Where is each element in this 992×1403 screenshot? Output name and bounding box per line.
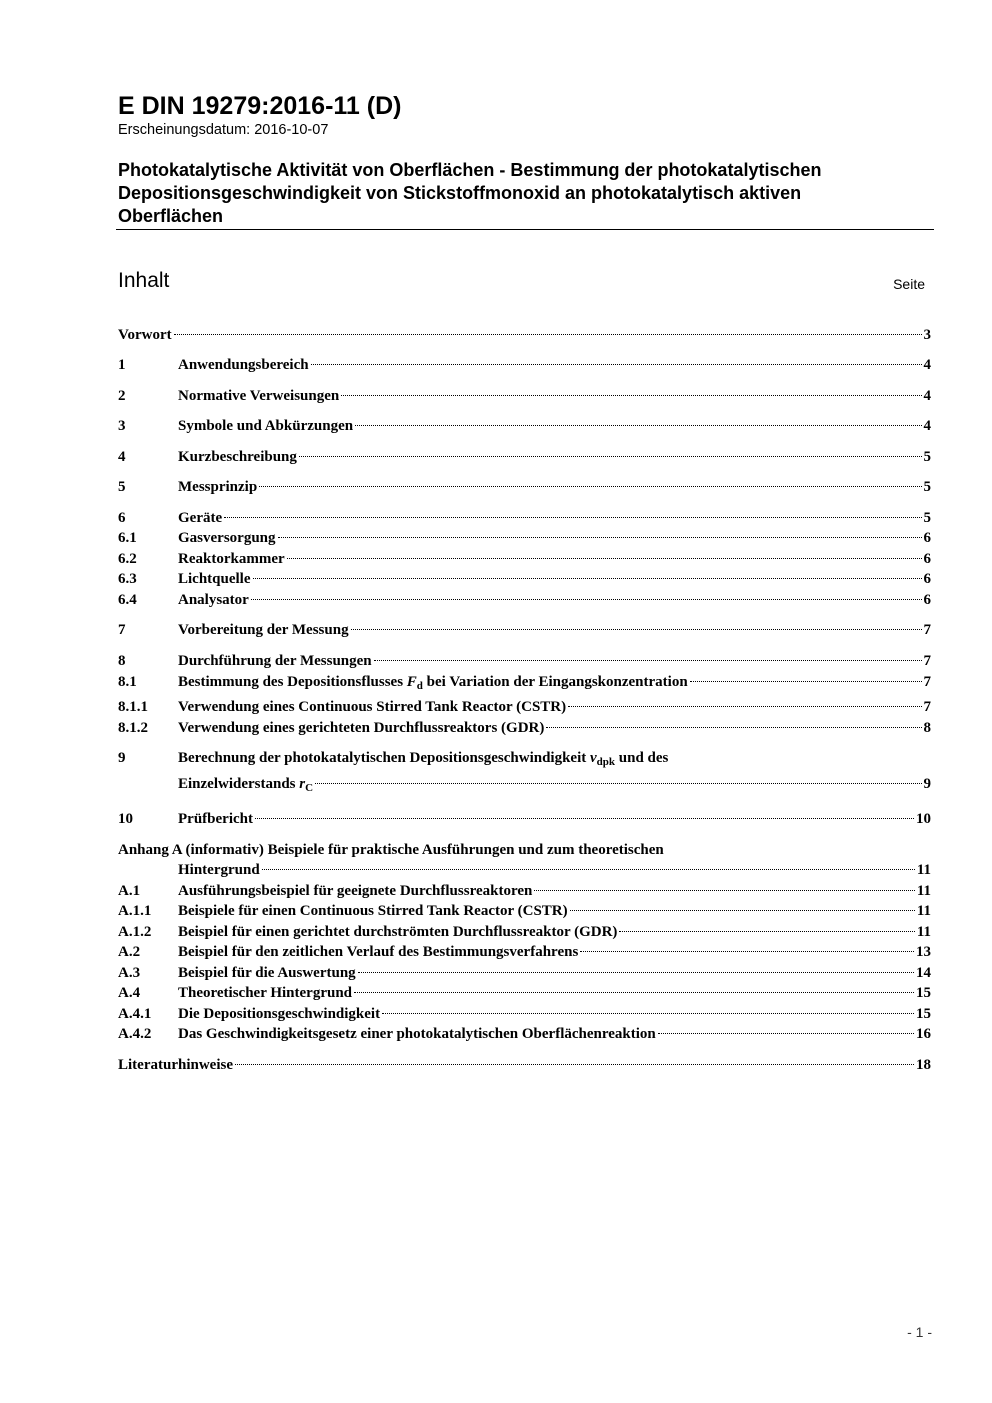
toc-entry-number: 1 bbox=[118, 357, 126, 373]
dot-leader bbox=[262, 869, 915, 870]
toc-entry-title: Vorwort bbox=[118, 327, 172, 343]
toc-entry-page: 7 bbox=[923, 674, 931, 690]
dot-leader bbox=[351, 629, 922, 630]
dot-leader bbox=[235, 1064, 914, 1065]
toc-entry-9-continuation[interactable] bbox=[118, 774, 931, 794]
dot-leader bbox=[315, 783, 921, 784]
toc-entry-6-3[interactable] bbox=[118, 569, 931, 589]
toc-entry-page: 7 bbox=[923, 653, 931, 669]
dot-leader bbox=[253, 578, 922, 579]
toc-entry-page: 11 bbox=[916, 903, 931, 919]
toc-entry-anhang-a-continuation[interactable] bbox=[118, 860, 931, 880]
dot-leader bbox=[341, 395, 921, 396]
dot-leader bbox=[287, 558, 922, 559]
toc-entry-anhang-a[interactable] bbox=[118, 840, 931, 860]
toc-entry-number: A.4 bbox=[118, 985, 141, 1001]
toc-page-column-label: Seite bbox=[893, 276, 925, 292]
toc-entry-a-1-1[interactable] bbox=[118, 901, 931, 921]
toc-entry-page: 13 bbox=[916, 944, 931, 960]
dot-leader bbox=[174, 334, 922, 335]
toc-entry-number: A.3 bbox=[118, 965, 141, 981]
dot-leader bbox=[546, 727, 921, 728]
toc-entry-page: 7 bbox=[923, 699, 931, 715]
toc-entry-title: Die Depositionsgeschwindigkeit bbox=[178, 1006, 381, 1022]
toc-entry-number: 6.4 bbox=[118, 592, 137, 608]
publication-date: Erscheinungsdatum: 2016-10-07 bbox=[118, 122, 329, 138]
toc-entry-number: 7 bbox=[118, 622, 126, 638]
toc-entry-number: 4 bbox=[118, 449, 126, 465]
toc-entry-title: Vorbereitung der Messung bbox=[178, 622, 349, 638]
toc-entry-title: Beispiele für einen Continuous Stirred Tank Reactor (CSTR) bbox=[178, 903, 568, 919]
toc-entry-2[interactable] bbox=[118, 386, 931, 406]
toc-entry-page: 6 bbox=[923, 551, 931, 567]
toc-entry-8-1[interactable] bbox=[118, 672, 931, 692]
toc-entry-title: Anwendungsbereich bbox=[178, 357, 309, 373]
toc-entry-6[interactable] bbox=[118, 508, 931, 528]
toc-entry-number: 3 bbox=[118, 418, 126, 434]
toc-entry-title: Geräte bbox=[178, 510, 223, 526]
toc-entry-page: 16 bbox=[916, 1026, 931, 1042]
toc-entry-title: Beispiel für die Auswertung bbox=[178, 965, 356, 981]
dot-leader bbox=[251, 599, 922, 600]
toc-entry-3[interactable] bbox=[118, 416, 931, 436]
toc-entry-title: Verwendung eines gerichteten Durchflussreaktors (GDR) bbox=[178, 720, 545, 736]
toc-entry-6-4[interactable] bbox=[118, 590, 931, 610]
toc-entry-page: 10 bbox=[916, 811, 931, 827]
toc-entry-page: 6 bbox=[923, 592, 931, 608]
toc-entry-number: A.1.2 bbox=[118, 924, 152, 940]
toc-entry-page: 15 bbox=[916, 985, 931, 1001]
toc-entry-page: 5 bbox=[923, 449, 931, 465]
toc-entry-number: A.2 bbox=[118, 944, 141, 960]
toc-title-text: und des bbox=[615, 750, 669, 766]
toc-entry-page: 4 bbox=[923, 388, 931, 404]
toc-entry-number: 6 bbox=[118, 510, 126, 526]
toc-entry-title-continued bbox=[178, 774, 313, 794]
title-line: Depositionsgeschwindigkeit von Stickstoffmonoxid an photokatalytisch aktiven bbox=[118, 183, 802, 203]
toc-entry-page: 11 bbox=[916, 883, 931, 899]
toc-entry-literaturhinweise[interactable] bbox=[118, 1055, 931, 1075]
toc-entry-page: 11 bbox=[916, 862, 931, 878]
symbol-r: r bbox=[299, 776, 306, 792]
toc-entry-number: 8.1.2 bbox=[118, 720, 148, 736]
toc-entry-page: 4 bbox=[923, 418, 931, 434]
document-id: E DIN 19279:2016-11 (D) bbox=[118, 92, 402, 120]
dot-leader bbox=[259, 486, 921, 487]
toc-entry-title: Verwendung eines Continuous Stirred Tank Reactor (CSTR) bbox=[178, 699, 567, 715]
toc-entry-title: Lichtquelle bbox=[178, 571, 251, 587]
toc-entry-number: 8.1.1 bbox=[118, 699, 148, 715]
toc-entry-title: Messprinzip bbox=[178, 479, 258, 495]
toc-entry-number: 8.1 bbox=[118, 674, 137, 690]
dot-leader bbox=[278, 537, 922, 538]
dot-leader bbox=[311, 364, 922, 365]
toc-entry-8[interactable] bbox=[118, 651, 931, 671]
dot-leader bbox=[374, 660, 922, 661]
dot-leader bbox=[690, 681, 922, 682]
dot-leader bbox=[355, 425, 921, 426]
dot-leader bbox=[658, 1033, 914, 1034]
toc-entry-a-4-1[interactable] bbox=[118, 1004, 931, 1024]
toc-entry-page: 9 bbox=[923, 776, 931, 792]
toc-entry-vorwort[interactable] bbox=[118, 325, 931, 345]
toc-entry-7[interactable] bbox=[118, 620, 931, 640]
toc-entry-number: 6.3 bbox=[118, 571, 137, 587]
toc-title-text: Bestimmung des Depositionsflusses bbox=[178, 674, 407, 690]
toc-entry-page: 5 bbox=[923, 479, 931, 495]
toc-title-text: bei Variation der Eingangskonzentration bbox=[422, 674, 688, 690]
toc-entry-title: Symbole und Abkürzungen bbox=[178, 418, 354, 434]
document-title bbox=[118, 159, 934, 228]
toc-entry-title: Reaktorkammer bbox=[178, 551, 285, 567]
toc-entry-title: Kurzbeschreibung bbox=[178, 449, 297, 465]
toc-entry-title: Anhang A (informativ) Beispiele für praktische Ausführungen und zum theoretischen bbox=[118, 842, 664, 858]
toc-entry-9[interactable] bbox=[118, 748, 931, 768]
subscript-C: C bbox=[305, 782, 314, 794]
dot-leader bbox=[382, 1013, 914, 1014]
toc-entry-8-1-1[interactable] bbox=[118, 697, 931, 717]
toc-entry-number: 8 bbox=[118, 653, 126, 669]
toc-entry-6-2[interactable] bbox=[118, 549, 931, 569]
toc-entry-a-4-2[interactable] bbox=[118, 1024, 931, 1044]
symbol-F: F bbox=[406, 674, 417, 690]
toc-entry-a-3[interactable] bbox=[118, 963, 931, 983]
toc-entry-title: Gasversorgung bbox=[178, 530, 276, 546]
dot-leader bbox=[224, 517, 921, 518]
toc-entry-5[interactable] bbox=[118, 477, 931, 497]
subscript-dpk: dpk bbox=[596, 756, 616, 768]
toc-entry-number: 2 bbox=[118, 388, 126, 404]
toc-entry-page: 11 bbox=[916, 924, 931, 940]
toc-entry-a-4[interactable] bbox=[118, 983, 931, 1003]
toc-entry-page: 7 bbox=[923, 622, 931, 638]
dot-leader bbox=[255, 818, 914, 819]
title-line: Oberflächen bbox=[118, 206, 224, 226]
title-line: Photokatalytische Aktivität von Oberflächen - Bestimmung der photokatalytischen bbox=[118, 160, 822, 180]
toc-entry-page: 14 bbox=[916, 965, 931, 981]
toc-entry-number: 10 bbox=[118, 811, 133, 827]
toc-entry-title bbox=[178, 672, 688, 692]
toc-entry-a-2[interactable] bbox=[118, 942, 931, 962]
dot-leader bbox=[358, 972, 914, 973]
toc-entry-a-1-2[interactable] bbox=[118, 922, 931, 942]
toc-entry-title: Prüfbericht bbox=[178, 811, 253, 827]
dot-leader bbox=[299, 456, 922, 457]
symbol-v: v bbox=[590, 750, 597, 766]
toc-entry-number: A.4.1 bbox=[118, 1006, 152, 1022]
toc-entry-page: 3 bbox=[923, 327, 931, 343]
toc-entry-number: 5 bbox=[118, 479, 126, 495]
toc-entry-title: Literaturhinweise bbox=[118, 1057, 233, 1073]
toc-entry-page: 6 bbox=[923, 571, 931, 587]
toc-entry-page: 5 bbox=[923, 510, 931, 526]
toc-entry-10[interactable] bbox=[118, 809, 931, 829]
toc-entry-page: 15 bbox=[916, 1006, 931, 1022]
toc-entry-title-continued: Hintergrund bbox=[178, 862, 260, 878]
toc-entry-page: 6 bbox=[923, 530, 931, 546]
toc-entry-6-1[interactable] bbox=[118, 528, 931, 548]
dot-leader bbox=[619, 931, 914, 932]
toc-entry-page: 18 bbox=[916, 1057, 931, 1073]
toc-entry-title: Beispiel für einen gerichtet durchströmten Durchflussreaktor (GDR) bbox=[178, 924, 618, 940]
toc-entry-number: 9 bbox=[118, 750, 126, 766]
toc-entry-page: 4 bbox=[923, 357, 931, 373]
toc-title-text: Einzelwiderstands bbox=[178, 776, 300, 792]
toc-entry-page: 8 bbox=[923, 720, 931, 736]
toc-entry-title bbox=[178, 748, 668, 768]
toc-entry-title: Analysator bbox=[178, 592, 249, 608]
toc-title-text: Berechnung der photokatalytischen Depositionsgeschwindigkeit bbox=[178, 750, 590, 766]
dot-leader bbox=[534, 890, 914, 891]
toc-entry-4[interactable] bbox=[118, 447, 931, 467]
toc-entry-8-1-2[interactable] bbox=[118, 718, 931, 738]
title-divider bbox=[116, 229, 934, 230]
toc-entry-number: 6.2 bbox=[118, 551, 137, 567]
dot-leader bbox=[354, 992, 914, 993]
toc-heading: Inhalt bbox=[118, 269, 170, 292]
subscript-d: d bbox=[416, 680, 423, 692]
dot-leader bbox=[580, 951, 914, 952]
toc-entry-number: A.1 bbox=[118, 883, 141, 899]
toc-entry-a-1[interactable] bbox=[118, 881, 931, 901]
toc-entry-title: Ausführungsbeispiel für geeignete Durchflussreaktoren bbox=[178, 883, 533, 899]
toc-entry-number: A.1.1 bbox=[118, 903, 152, 919]
toc-entry-title: Theoretischer Hintergrund bbox=[178, 985, 353, 1001]
toc-entry-title: Durchführung der Messungen bbox=[178, 653, 372, 669]
toc-entry-title: Beispiel für den zeitlichen Verlauf des Bestimmungsverfahrens bbox=[178, 944, 579, 960]
toc-entry-title: Normative Verweisungen bbox=[178, 388, 340, 404]
dot-leader bbox=[570, 910, 915, 911]
toc-entry-1[interactable] bbox=[118, 355, 931, 375]
toc-entry-number: A.4.2 bbox=[118, 1026, 152, 1042]
dot-leader bbox=[568, 706, 921, 707]
page-number: - 1 - bbox=[907, 1324, 932, 1340]
toc-entry-title: Das Geschwindigkeitsgesetz einer photokatalytischen Oberflächenreaktion bbox=[178, 1026, 656, 1042]
toc-entry-number: 6.1 bbox=[118, 530, 137, 546]
